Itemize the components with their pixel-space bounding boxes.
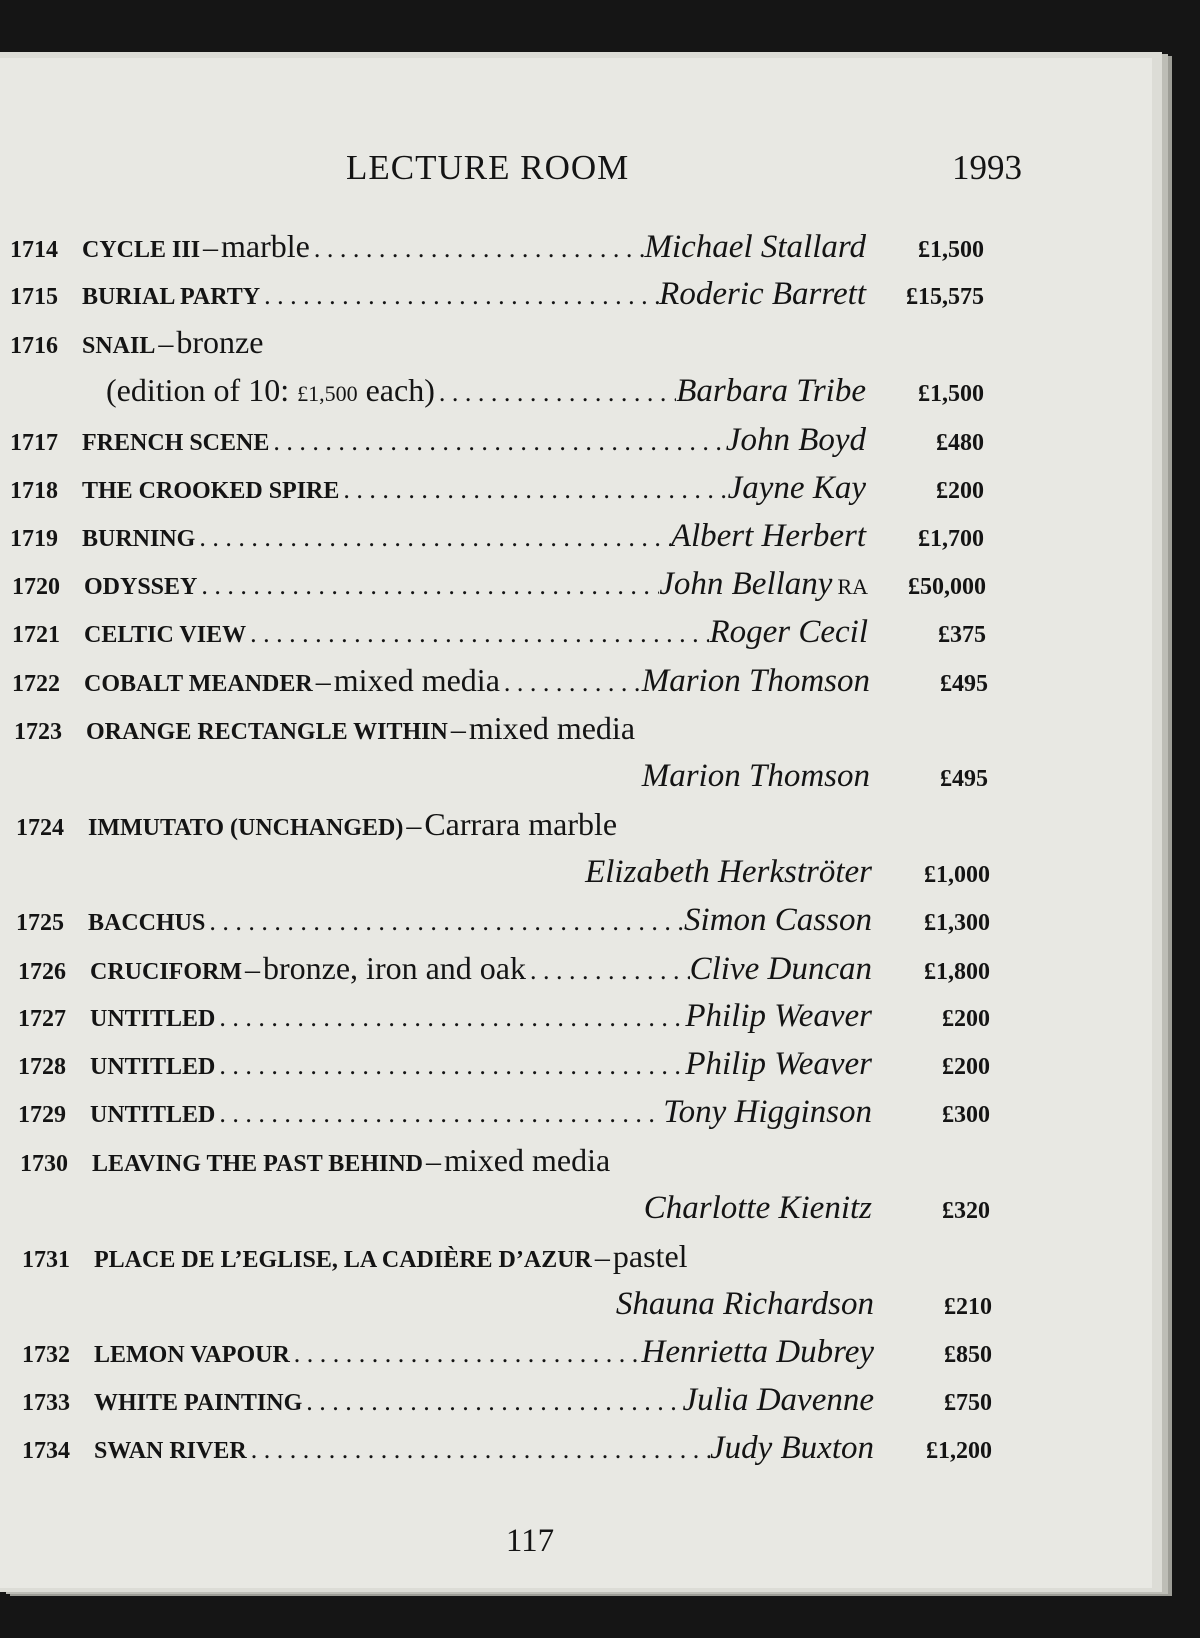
dot-leader [260, 281, 659, 311]
entry-list [0, 58, 1152, 1558]
entry-number: 1732 [22, 1342, 70, 1368]
entry-1715 [10, 276, 984, 324]
entry-title: FRENCH SCENE [82, 430, 270, 456]
entry-number: 1730 [20, 1151, 68, 1177]
entry-artist: John Boyd [725, 422, 866, 458]
entry-artist: Michael Stallard [644, 229, 866, 265]
entry-number: 1727 [18, 1006, 66, 1032]
entry-price: £1,800 [924, 959, 990, 985]
entry-title: CELTIC VIEW [84, 622, 247, 648]
entry-1730 [20, 1142, 990, 1190]
entry-1727 [18, 998, 990, 1046]
entry-price: £1,500 [918, 237, 984, 263]
entry-1732 [22, 1334, 992, 1382]
entry-number: 1722 [12, 671, 60, 697]
entry-1726 [18, 950, 990, 998]
entry-artist: Barbara Tribe [676, 373, 866, 409]
entry-number: 1723 [14, 719, 62, 745]
entry-1724-continued [16, 854, 990, 902]
entry-artist: Philip Weaver [685, 998, 872, 1034]
dash: – [406, 809, 422, 842]
entry-number: 1719 [10, 526, 58, 552]
catalogue-page [0, 58, 1152, 1588]
entry-price: £50,000 [908, 574, 986, 600]
dash: – [203, 231, 219, 264]
entry-title: UNTITLED [90, 1006, 216, 1032]
entry-title: BURNING [82, 526, 196, 552]
entry-price: £1,300 [924, 910, 990, 936]
entry-number: 1724 [16, 815, 64, 841]
entry-artist: Albert Herbert [670, 518, 866, 554]
entry-1721 [12, 614, 986, 662]
entry-1723-continued [14, 758, 988, 806]
entry-title: WHITE PAINTING [94, 1390, 303, 1416]
dot-leader [215, 1003, 685, 1033]
entry-medium: marble [221, 228, 310, 264]
entry-price: £200 [942, 1006, 990, 1032]
entry-title: CRUCIFORM [90, 959, 242, 985]
entry-artist: Charlotte Kienitz [643, 1190, 872, 1226]
dot-leader [435, 378, 676, 408]
entry-artist: Marion Thomson [641, 758, 870, 794]
edition-price: £1,500 [297, 381, 358, 406]
entry-medium: bronze, iron and oak [262, 950, 526, 986]
entry-1725 [16, 902, 990, 950]
entry-title: UNTITLED [90, 1102, 216, 1128]
dot-leader [197, 571, 659, 601]
dot-leader [215, 1099, 663, 1129]
entry-price: £480 [936, 430, 984, 456]
entry-1723 [14, 710, 988, 758]
entry-price: £1,000 [924, 862, 990, 888]
dot-leader [215, 1051, 685, 1081]
entry-1716-continued [72, 372, 984, 420]
dot-leader [247, 1435, 710, 1465]
page-number: 117 [505, 1523, 555, 1559]
entry-artist: Tony Higginson [663, 1094, 872, 1130]
dot-leader [290, 1339, 642, 1369]
entry-price: £375 [938, 622, 986, 648]
entry-title: COBALT MEANDER [84, 671, 313, 697]
entry-number: 1731 [22, 1247, 70, 1273]
entry-artist: John Bellany [659, 566, 833, 602]
academician-suffix: RA [837, 574, 868, 599]
dot-leader [269, 427, 725, 457]
entry-title: PLACE DE L’EGLISE, LA CADIÈRE D’AZUR [94, 1247, 592, 1273]
entry-medium: mixed media [333, 662, 500, 698]
entry-medium: bronze [176, 324, 264, 360]
entry-price: £1,500 [918, 381, 984, 407]
entry-number: 1718 [10, 478, 58, 504]
entry-1722 [12, 662, 988, 710]
entry-1731 [22, 1238, 992, 1286]
entry-artist: Roderic Barrett [659, 276, 866, 312]
entry-number: 1725 [16, 910, 64, 936]
entry-1719 [10, 518, 984, 566]
entry-title: CYCLE III [82, 237, 201, 263]
dash: – [594, 1241, 610, 1274]
entry-price: £210 [944, 1294, 992, 1320]
entry-number: 1728 [18, 1054, 66, 1080]
entry-medium: Carrara marble [424, 806, 618, 842]
entry-price: £300 [942, 1102, 990, 1128]
entry-number: 1720 [12, 574, 60, 600]
entry-price: £495 [940, 671, 988, 697]
dot-leader [246, 619, 709, 649]
entry-artist: Julia Davenne [682, 1382, 874, 1418]
entry-1729 [18, 1094, 990, 1142]
entry-artist: Roger Cecil [709, 614, 868, 650]
entry-price: £1,200 [926, 1438, 992, 1464]
entry-title: LEAVING THE PAST BEHIND [92, 1151, 423, 1177]
catalogue-year: 1993 [952, 148, 1022, 187]
section-title: LECTURE ROOM [346, 148, 630, 187]
entry-price: £200 [936, 478, 984, 504]
entry-title: IMMUTATO (UNCHANGED) [88, 815, 404, 841]
entry-number: 1733 [22, 1390, 70, 1416]
entry-price: £15,575 [906, 284, 984, 310]
entry-title: BURIAL PARTY [82, 284, 261, 310]
entry-1720 [12, 566, 986, 614]
entry-1716 [10, 324, 984, 372]
dot-leader [339, 475, 727, 505]
dot-leader [500, 668, 642, 698]
entry-artist: Philip Weaver [685, 1046, 872, 1082]
entry-number: 1726 [18, 959, 66, 985]
dash: – [315, 665, 331, 698]
entry-title: THE CROOKED SPIRE [82, 478, 340, 504]
entry-price: £495 [940, 766, 988, 792]
entry-artist: Elizabeth Herkströter [585, 854, 872, 890]
dot-leader [310, 234, 645, 264]
entry-price: £850 [944, 1342, 992, 1368]
entry-medium: mixed media [444, 1142, 611, 1178]
dash: – [450, 713, 466, 746]
entry-1731-continued [22, 1286, 992, 1334]
entry-artist: Simon Casson [684, 902, 872, 938]
entry-number: 1717 [10, 430, 58, 456]
entry-number: 1734 [22, 1438, 70, 1464]
entry-medium: pastel [612, 1238, 688, 1274]
entry-price: £1,700 [918, 526, 984, 552]
entry-1724 [16, 806, 990, 854]
entry-title: SWAN RIVER [94, 1438, 247, 1464]
entry-number: 1721 [12, 622, 60, 648]
entry-artist: Judy Buxton [709, 1430, 874, 1466]
entry-1714 [10, 228, 984, 276]
entry-artist: Shauna Richardson [615, 1286, 874, 1322]
entry-1717 [10, 422, 984, 470]
entry-title: LEMON VAPOUR [94, 1342, 290, 1368]
entry-artist: Marion Thomson [641, 663, 870, 699]
dash: – [158, 327, 174, 360]
entry-price: £200 [942, 1054, 990, 1080]
entry-title: SNAIL [82, 333, 156, 359]
edition-note: (edition of 10: £1,500 each) [106, 372, 435, 408]
entry-price: £320 [942, 1198, 990, 1224]
entry-title: UNTITLED [90, 1054, 216, 1080]
dot-leader [302, 1387, 682, 1417]
entry-artist: Henrietta Dubrey [641, 1334, 874, 1370]
entry-1730-continued [20, 1190, 990, 1238]
entry-1734 [22, 1430, 992, 1478]
entry-title: ODYSSEY [84, 574, 198, 600]
dot-leader [195, 523, 670, 553]
entry-number: 1729 [18, 1102, 66, 1128]
entry-number: 1716 [10, 333, 58, 359]
entry-artist: Clive Duncan [689, 951, 872, 987]
dash: – [244, 953, 260, 986]
entry-1733 [22, 1382, 992, 1430]
entry-number: 1715 [10, 284, 58, 310]
entry-artist: Jayne Kay [727, 470, 866, 506]
dot-leader [526, 956, 690, 986]
dot-leader [205, 907, 684, 937]
entry-price: £750 [944, 1390, 992, 1416]
entry-number: 1714 [10, 237, 58, 263]
entry-medium: mixed media [468, 710, 636, 746]
entry-1718 [10, 470, 984, 518]
entry-title: ORANGE RECTANGLE WITHIN [86, 719, 448, 745]
dash: – [426, 1145, 441, 1178]
entry-1728 [18, 1046, 990, 1094]
entry-title: BACCHUS [88, 910, 206, 936]
